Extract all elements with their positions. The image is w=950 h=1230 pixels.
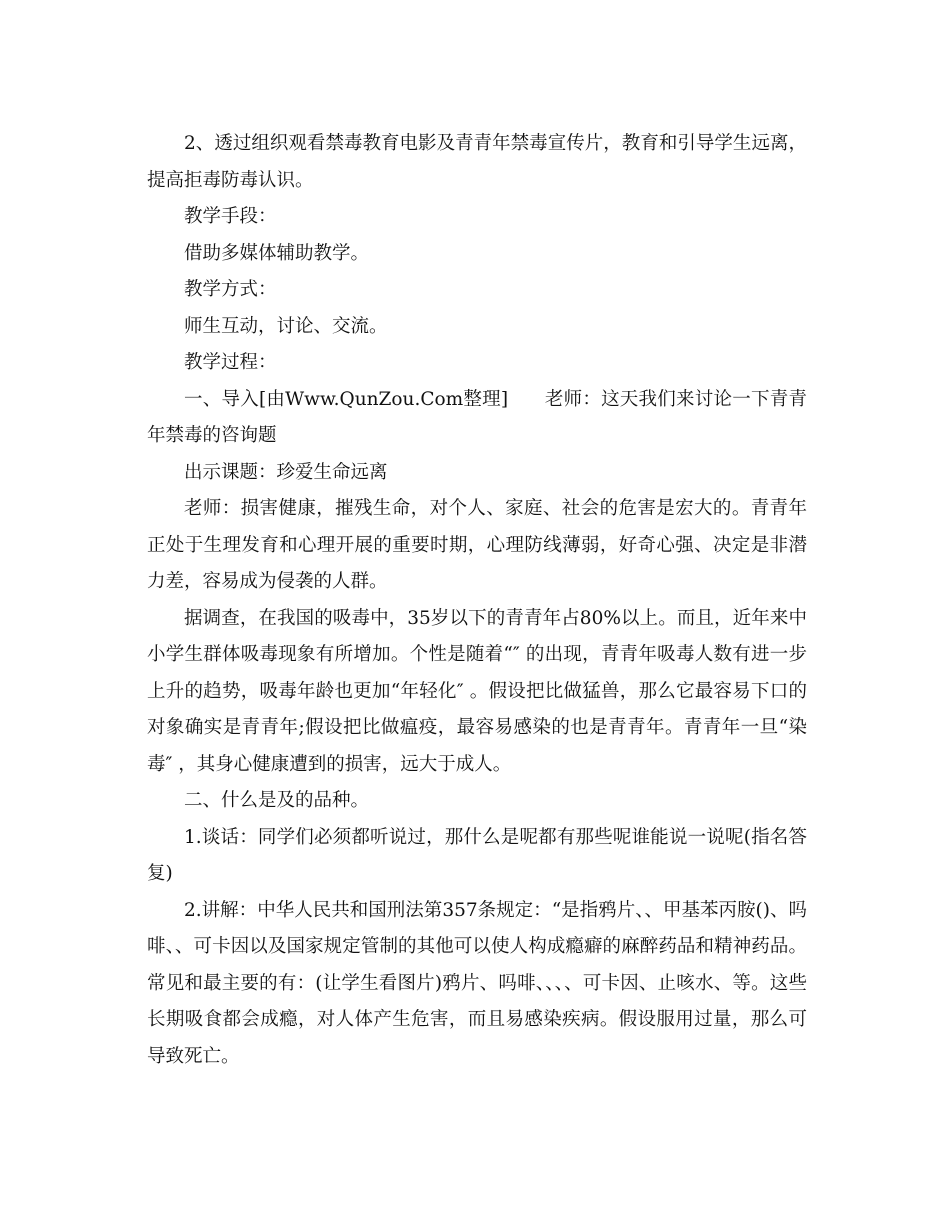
paragraph-objective-2: 2、透过组织观看禁毒教育电影及青青年禁毒宣传片，教育和引导学生远离，提高拒毒防毒认识。 [147,133,807,191]
paragraph-section-2-heading: 二、什么是及的品种。 [184,790,370,811]
paragraph-teaching-method: 师生互动，讨论、交流。 [184,315,388,337]
paragraph-teaching-means-heading: 教学手段： [184,206,277,227]
paragraph-teaching-process-heading: 教学过程： [184,352,277,373]
document-body [147,126,807,1075]
paragraph-show-topic: 出示课题：珍爱生命远离 [184,461,388,483]
paragraph-talk: 1.谈话：同学们必须都听说过，那什么是呢都有那些呢谁能说一说呢(指名答复) [147,826,807,884]
paragraph-introduction: 一、导入[由Www.QunZou.Com整理] 老师：这天我们来讨论一下青青年禁毒的咨询题 [147,388,807,446]
paragraph-survey: 据调查，在我国的吸毒中，35岁以下的青青年占80%以上。而且，近年来中小学生群体吸毒现象有所增加。个性是随着“″ 的出现，青青年吸毒人数有进一步上升的趋势，吸毒年龄也更加“年轻化″ 。假设把比做猛兽，那么它最容易下口的对象确实是青青年;假设把比做瘟疫，最容易感染的也是青青年。青青年一旦“染毒″ ，其身心健康遭到的损害，远大于成人。 [147,607,807,775]
paragraph-teacher-harm: 老师：损害健康，摧残生命，对个人、家庭、社会的危害是宏大的。青青年正处于生理发育和心理开展的重要时期，心理防线薄弱，好奇心强、决定是非潜力差，容易成为侵袭的人群。 [147,498,807,592]
paragraph-teaching-method-heading: 教学方式： [184,279,277,300]
paragraph-explanation: 2.讲解：中华人民共和国刑法第357条规定：“是指鸦片、、甲基苯丙胺()、吗啡、、可卡因以及国家规定管制的其他可以使人构成瘾癖的麻醉药品和精神药品。常见和最主要的有：(让学生看图片)鸦片、吗啡、、、、可卡因、止咳水、等。这些长期吸食都会成瘾，对人体产生危害，而且易感染疾病。假设服用过量，那么可导致死亡。 [147,899,807,1067]
paragraph-teaching-means: 借助多媒体辅助教学。 [184,242,370,264]
